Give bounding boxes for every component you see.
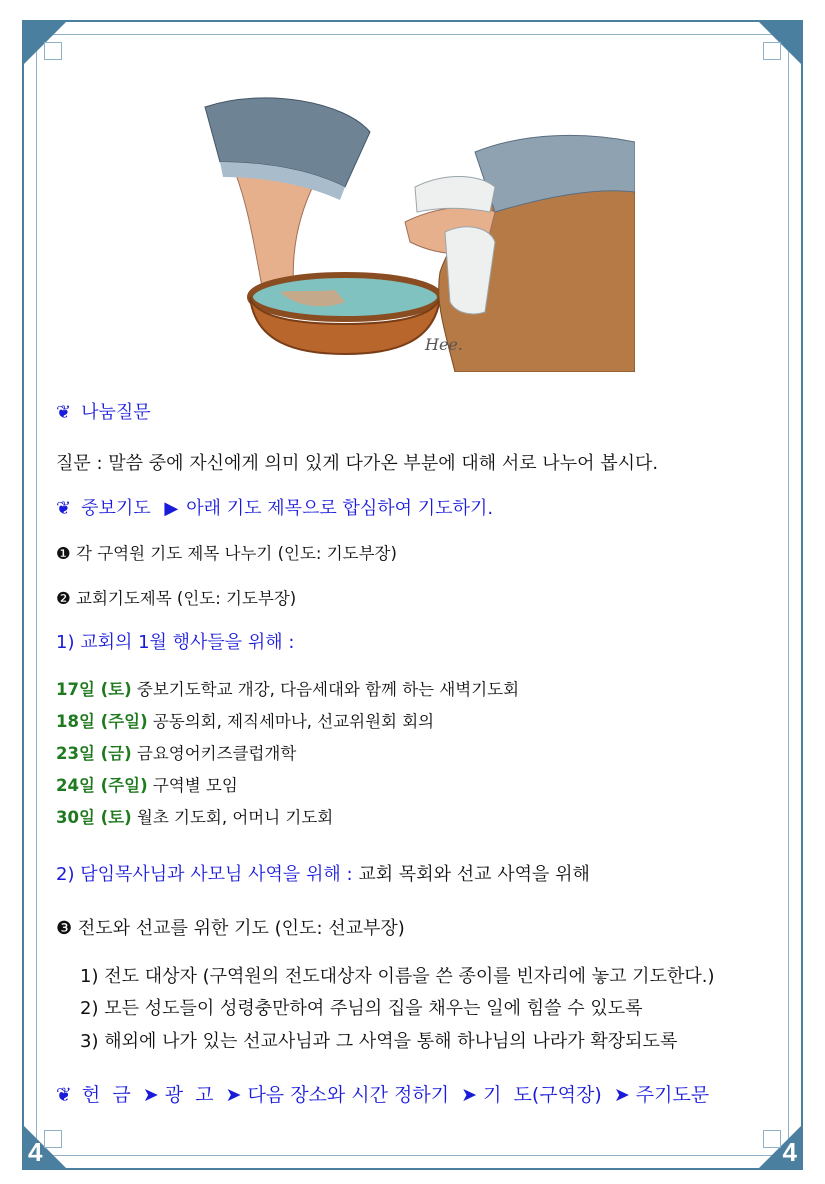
event-row	[56, 676, 519, 700]
prayer-item-2	[56, 585, 296, 609]
item-marker-3: ❸	[56, 918, 73, 939]
event-row	[56, 740, 296, 764]
prayer-item-1-text: 각 구역원 기도 제목 나누기 (인도: 기도부장)	[76, 544, 397, 563]
page-number-right: 4	[782, 1137, 797, 1167]
mission-heading	[56, 914, 405, 940]
triangle-arrow-icon: ▶	[164, 498, 179, 519]
event-row	[56, 804, 333, 828]
arrow-right-icon: ➤	[461, 1084, 478, 1106]
mission-heading-text: 전도와 선교를 위한 기도 (인도: 선교부장)	[77, 918, 405, 939]
leaf-icon: ❦	[56, 498, 72, 519]
prayer-item-1	[56, 540, 397, 564]
pastor-desc: 교회 목회와 선교 사역을 위해	[358, 864, 590, 885]
intercession-heading-label: 중보기도	[81, 498, 151, 519]
leaf-icon: ❦	[56, 1084, 72, 1106]
church-events-heading: 1) 교회의 1월 행사들을 위해 :	[56, 632, 295, 653]
arrow-right-icon: ➤	[225, 1084, 242, 1106]
closing-step: 헌 금	[81, 1084, 131, 1106]
event-desc: 금요영어키즈클럽개학	[136, 744, 297, 763]
closing-step: 광 고	[164, 1084, 214, 1106]
event-desc: 중보기도학교 개강, 다음세대와 함께 하는 새벽기도회	[136, 680, 520, 699]
arrow-right-icon: ➤	[613, 1084, 630, 1106]
event-date: 24일 (주일)	[56, 776, 148, 795]
item-marker-1: ❶	[56, 544, 71, 563]
intercession-heading	[56, 494, 493, 520]
frame-knot	[44, 42, 62, 60]
closing-step: 기 도(구역장)	[483, 1084, 602, 1106]
sharing-question: 질문 : 말씀 중에 자신에게 의미 있게 다가온 부분에 대해 서로 나누어 봅시다.	[56, 453, 659, 474]
closing-step: 다음 장소와 시간 정하기	[247, 1084, 450, 1106]
event-desc: 구역별 모임	[152, 776, 238, 795]
event-date: 23일 (금)	[56, 744, 132, 763]
artist-signature: Hee.	[425, 335, 463, 354]
prayer-item-2-text: 교회기도제목 (인도: 기도부장)	[76, 589, 297, 608]
pastor-row	[56, 860, 590, 886]
sharing-heading	[56, 398, 151, 424]
frame-knot	[763, 1130, 781, 1148]
frame-knot	[44, 1130, 62, 1148]
arrow-right-icon: ➤	[142, 1084, 159, 1106]
item-marker-2: ❷	[56, 589, 71, 608]
closing-step: 주기도문	[635, 1084, 710, 1106]
page-number-left: 4	[28, 1137, 43, 1167]
intercession-instruction: 아래 기도 제목으로 합심하여 기도하기.	[186, 498, 494, 519]
event-date: 18일 (주일)	[56, 712, 148, 731]
mission-item: 3) 해외에 나가 있는 선교사님과 그 사역을 통해 하나님의 나라가 확장되도록	[80, 1031, 678, 1052]
foot-washing-illustration	[195, 92, 635, 372]
leaf-icon: ❦	[56, 402, 72, 423]
event-date: 17일 (토)	[56, 680, 132, 699]
event-row	[56, 708, 434, 732]
event-desc: 월초 기도회, 어머니 기도회	[136, 808, 334, 827]
closing-order	[56, 1080, 709, 1107]
event-row	[56, 772, 238, 796]
mission-item: 2) 모든 성도들이 성령충만하여 주님의 집을 채우는 일에 힘쓸 수 있도록	[80, 998, 643, 1019]
event-desc: 공동의회, 제직세마나, 선교위원회 회의	[152, 712, 435, 731]
mission-item: 1) 전도 대상자 (구역원의 전도대상자 이름을 쓴 종이를 빈자리에 놓고 기도한다.)	[80, 966, 715, 987]
sharing-heading-label: 나눔질문	[81, 402, 151, 423]
frame-knot	[763, 42, 781, 60]
pastor-heading: 2) 담임목사님과 사모님 사역을 위해 :	[56, 864, 353, 885]
event-date: 30일 (토)	[56, 808, 132, 827]
